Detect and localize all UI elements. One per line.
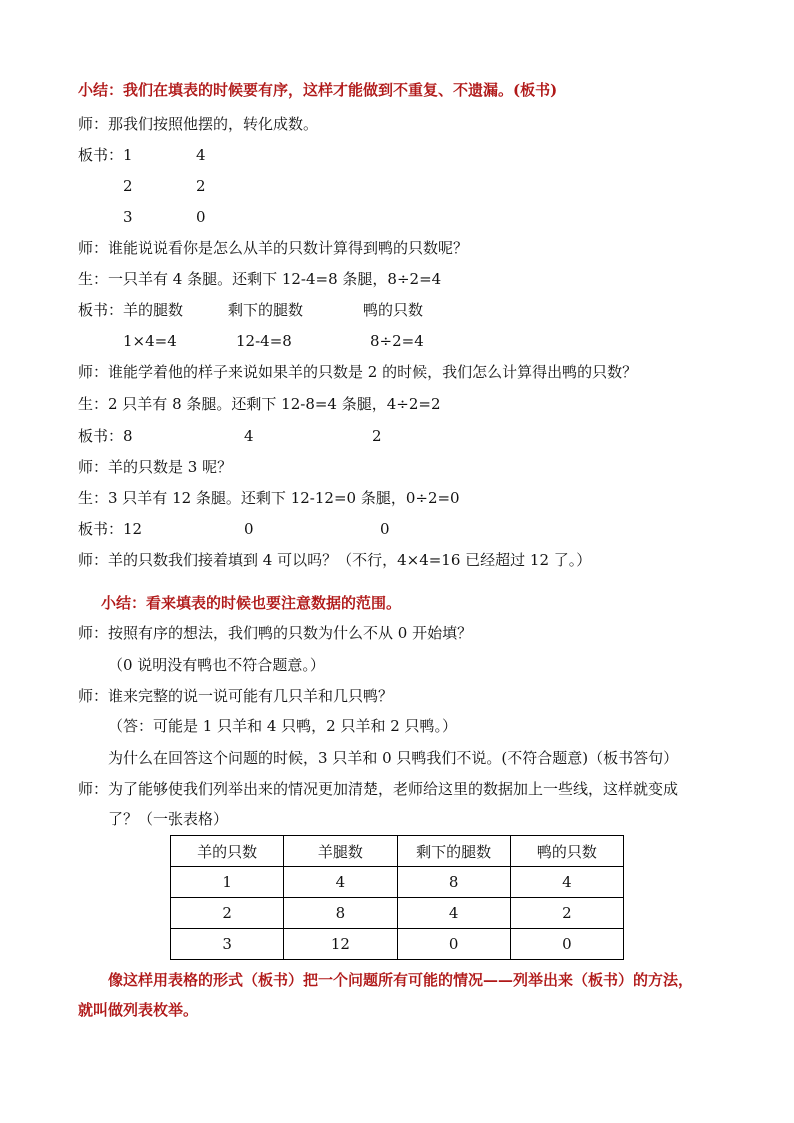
conclusion-line-2: 就叫做列表枚举。 xyxy=(78,1001,199,1019)
teacher-ask-2: 师：谁能学着他的样子来说如果羊的只数是 2 的时候，我们怎么计算得出鸭的只数？ xyxy=(78,363,638,381)
table-row xyxy=(171,898,624,929)
board4-value-3: 0 xyxy=(380,520,390,538)
teacher-ask-5: 师：按照有序的想法，我们鸭的只数为什么不从 0 开始填？ xyxy=(78,624,473,642)
board2-formula-1: 1×4=4 xyxy=(123,332,177,350)
summary-ordered: 小结：我们在填表的时候要有序，这样才能做到不重复、不遗漏。(板书) xyxy=(78,81,558,99)
board3-prefix: 板书： xyxy=(78,427,124,445)
table-cell: 4 xyxy=(510,867,623,898)
table-header-cell: 羊的只数 xyxy=(171,836,284,867)
table-cell: 12 xyxy=(284,929,397,960)
board2-prefix: 板书： xyxy=(78,301,124,319)
table-cell: 2 xyxy=(510,898,623,929)
note-6: 为什么在回答这个问题的时候，3 只羊和 0 只鸭我们不说。(不符合题意)（板书答句） xyxy=(108,749,679,767)
table-cell: 8 xyxy=(284,898,397,929)
teacher-ask-3: 师：羊的只数是 3 呢？ xyxy=(78,458,233,476)
table-row xyxy=(171,929,624,960)
table-cell: 8 xyxy=(397,867,510,898)
board1-prefix: 板书： xyxy=(78,146,124,164)
board2-header-2: 剩下的腿数 xyxy=(228,301,304,319)
table-cell: 2 xyxy=(171,898,284,929)
board3-value-1: 8 xyxy=(123,427,133,445)
board1-r1-c2: 4 xyxy=(196,146,206,164)
table-cell: 1 xyxy=(171,867,284,898)
table-row xyxy=(171,867,624,898)
enumeration-table xyxy=(170,835,624,960)
teacher-ask-1: 师：谁能说说看你是怎么从羊的只数计算得到鸭的只数呢？ xyxy=(78,239,469,257)
teacher-ask-7-line-1: 师：为了能够使我们列举出来的情况更加清楚，老师给这里的数据加上一些线，这样就变成 xyxy=(78,780,679,798)
table-cell: 4 xyxy=(284,867,397,898)
teacher-convert: 师：那我们按照他摆的，转化成数。 xyxy=(78,115,319,133)
board1-r3-c2: 0 xyxy=(196,208,206,226)
table-cell: 4 xyxy=(397,898,510,929)
table-header-cell: 剩下的腿数 xyxy=(397,836,510,867)
table-cell: 0 xyxy=(397,929,510,960)
answer-5: （0 说明没有鸭也不符合题意。） xyxy=(108,656,325,674)
table-cell: 0 xyxy=(510,929,623,960)
conclusion-line-1: 像这样用表格的形式（板书）把一个问题所有可能的情况——列举出来（板书）的方法， xyxy=(108,971,694,989)
board2-formula-2: 12-4=8 xyxy=(236,332,292,350)
table-header-cell: 鸭的只数 xyxy=(510,836,623,867)
student-answer-2: 生：2 只羊有 8 条腿。还剩下 12-8=4 条腿，4÷2=2 xyxy=(78,395,441,413)
table-header-cell: 羊腿数 xyxy=(284,836,397,867)
table-header-row xyxy=(171,836,624,867)
board1-r1-c1: 1 xyxy=(123,146,133,164)
student-answer-1: 生：一只羊有 4 条腿。还剩下 12-4=8 条腿，8÷2=4 xyxy=(78,270,442,288)
board4-prefix: 板书： xyxy=(78,520,124,538)
board4-value-2: 0 xyxy=(244,520,254,538)
teacher-ask-4: 师：羊的只数我们接着填到 4 可以吗？（不行，4×4=16 已经超过 12 了。） xyxy=(78,551,592,569)
table-cell: 3 xyxy=(171,929,284,960)
answer-6: （答：可能是 1 只羊和 4 只鸭，2 只羊和 2 只鸭。） xyxy=(108,717,458,735)
student-answer-3: 生：3 只羊有 12 条腿。还剩下 12-12=0 条腿，0÷2=0 xyxy=(78,489,460,507)
board2-header-1: 羊的腿数 xyxy=(123,301,184,319)
board1-r2-c1: 2 xyxy=(123,177,133,195)
teacher-ask-6: 师：谁来完整的说一说可能有几只羊和几只鸭？ xyxy=(78,687,394,705)
board2-header-3: 鸭的只数 xyxy=(363,301,424,319)
teacher-ask-7-line-2: 了？（一张表格） xyxy=(108,810,229,828)
board4-value-1: 12 xyxy=(123,520,143,538)
board2-formula-3: 8÷2=4 xyxy=(370,332,424,350)
board3-value-3: 2 xyxy=(372,427,382,445)
board1-r2-c2: 2 xyxy=(196,177,206,195)
board3-value-2: 4 xyxy=(244,427,254,445)
board1-r3-c1: 3 xyxy=(123,208,133,226)
summary-range: 小结：看来填表的时候也要注意数据的范围。 xyxy=(101,594,402,612)
